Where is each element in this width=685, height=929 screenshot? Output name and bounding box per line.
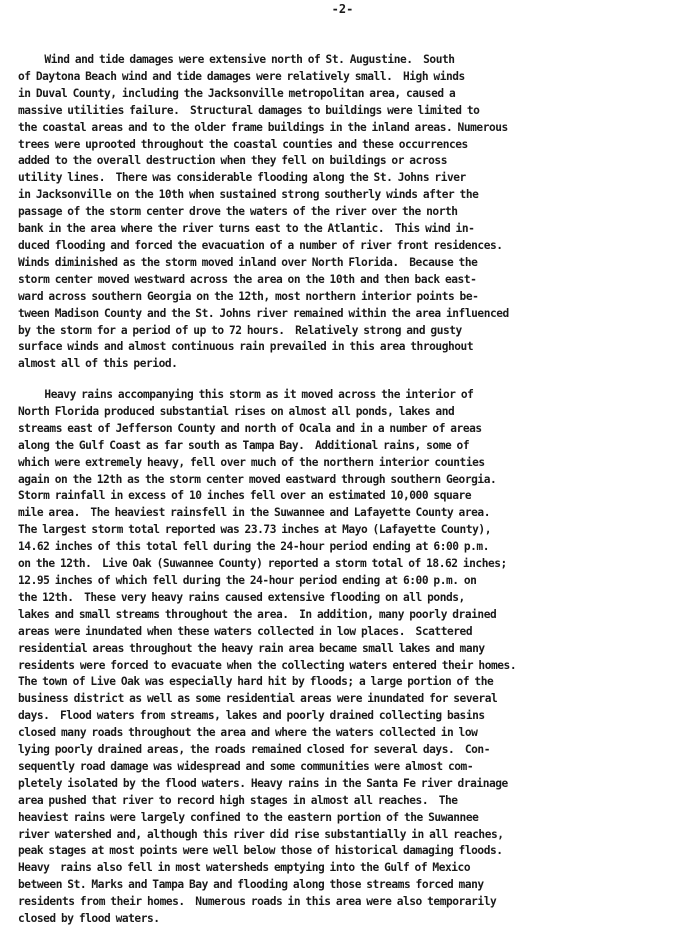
text-line: in Jacksonville on the 10th when sustained strong southerly winds after the	[18, 188, 479, 202]
text-line: pletely isolated by the flood waters. Heavy rains in the Santa Fe river drainage	[18, 776, 508, 790]
text-line: duced flooding and forced the evacuation of a number of river front residences.	[18, 238, 503, 252]
text-line: area pushed that river to record high stages in almost all reaches. The	[18, 793, 458, 807]
text-line: between St. Marks and Tampa Bay and flooding along those streams forced many	[18, 878, 484, 892]
text-line: residents were forced to evacuate when the collecting waters entered their homes.	[18, 658, 517, 672]
text-line: again on the 12th as the storm center moved eastward through southern Georgia.	[18, 472, 497, 486]
text-line: surface winds and almost continuous rain prevailed in this area throughout	[18, 340, 474, 354]
text-line: closed by flood waters.	[18, 912, 160, 926]
text-line: the coastal areas and to the older frame buildings in the inland areas. Numerous	[18, 120, 508, 134]
text-line: bank in the area where the river turns east to the Atlantic. This wind in-	[18, 222, 475, 236]
text-line: tween Madison County and the St. Johns river remained within the area influenced	[18, 306, 509, 320]
text-line: storm center moved westward across the area on the 10th and then back east-	[18, 272, 477, 286]
page-number: -2-	[331, 2, 354, 16]
text-line: Wind and tide damages were extensive north of St. Augustine. South	[18, 53, 455, 66]
text-line: by the storm for a period of up to 72 hours. Relatively strong and gusty	[18, 323, 462, 337]
text-line: The largest storm total reported was 23.73 inches at Mayo (Lafayette County),	[18, 523, 491, 537]
text-line: added to the overall destruction when they fell on buildings or across	[18, 154, 447, 168]
text-line: in Duval County, including the Jacksonville metropolitan area, caused a	[18, 86, 456, 100]
text-line: heaviest rains were largely confined to the eastern portion of the Suwannee	[18, 810, 479, 824]
text-line: mile area. The heaviest rainsfell in the Suwannee and Lafayette County area.	[18, 506, 490, 520]
text-line: North Florida produced substantial rises on almost all ponds, lakes and	[18, 404, 455, 418]
text-line: sequently road damage was widespread and some communities were almost com-	[18, 759, 474, 773]
text-line: 12.95 inches of which fell during the 24-hour period ending at 6:00 p.m. on	[18, 573, 477, 587]
text-line: the 12th. These very heavy rains caused extensive flooding on all ponds,	[18, 590, 465, 604]
text-line: peak stages at most points were well below those of historical damaging floods.	[18, 844, 503, 858]
text-line: residents from their homes. Numerous roads in this area were also temporarily	[18, 895, 497, 909]
text-line: passage of the storm center drove the waters of the river over the north	[18, 205, 458, 219]
text-line: river watershed and, although this river did rise substantially in all reaches,	[18, 827, 504, 841]
text-line: 14.62 inches of this total fell during the 24-hour period ending at 6:00 p.m.	[18, 540, 489, 554]
text-line: massive utilities failure. Structural damages to buildings were limited to	[18, 103, 480, 117]
paragraph-wind-tide-damage	[18, 52, 682, 373]
paragraph-heavy-rains-flooding	[18, 387, 682, 928]
text-line: Storm rainfall in excess of 10 inches fell over an estimated 10,000 square	[18, 489, 472, 503]
text-line: Winds diminished as the storm moved inland over North Florida. Because the	[18, 255, 478, 269]
text-line: lakes and small streams throughout the area. In addition, many poorly drained	[18, 607, 497, 621]
text-line: Heavy rains also fell in most watersheds emptying into the Gulf of Mexico	[18, 861, 471, 875]
text-line: streams east of Jefferson County and north of Ocala and in a number of areas	[18, 421, 482, 435]
text-line: almost all of this period.	[18, 357, 178, 371]
text-line: business district as well as some residential areas were inundated for several	[18, 692, 498, 706]
text-line: areas were inundated when these waters collected in low places. Scattered	[18, 624, 473, 638]
text-line: residential areas throughout the heavy rain area became small lakes and many	[18, 641, 485, 655]
text-line: which were extremely heavy, fell over much of the northern interior counties	[18, 455, 485, 469]
text-line: days. Flood waters from streams, lakes and poorly drained collecting basins	[18, 709, 485, 723]
text-line: along the Gulf Coast as far south as Tampa Bay. Additional rains, some of	[18, 438, 470, 452]
text-line: lying poorly drained areas, the roads remained closed for several days. Con-	[18, 743, 490, 757]
text-line: on the 12th. Live Oak (Suwannee County) reported a storm total of 18.62 inches;	[18, 557, 507, 571]
text-line: utility lines. There was considerable flooding along the St. Johns river	[18, 171, 466, 185]
text-line: Heavy rains accompanying this storm as it moved across the interior of	[18, 388, 474, 401]
text-line: The town of Live Oak was especially hard hit by floods; a large portion of the	[18, 675, 494, 689]
text-line: of Daytona Beach wind and tide damages were relatively small. High winds	[18, 69, 465, 83]
text-line: trees were uprooted throughout the coastal counties and these occurrences	[18, 137, 468, 151]
text-line: ward across southern Georgia on the 12th, most northern interior points be-	[18, 289, 479, 303]
text-line: closed many roads throughout the area and where the waters collected in low	[18, 726, 478, 740]
